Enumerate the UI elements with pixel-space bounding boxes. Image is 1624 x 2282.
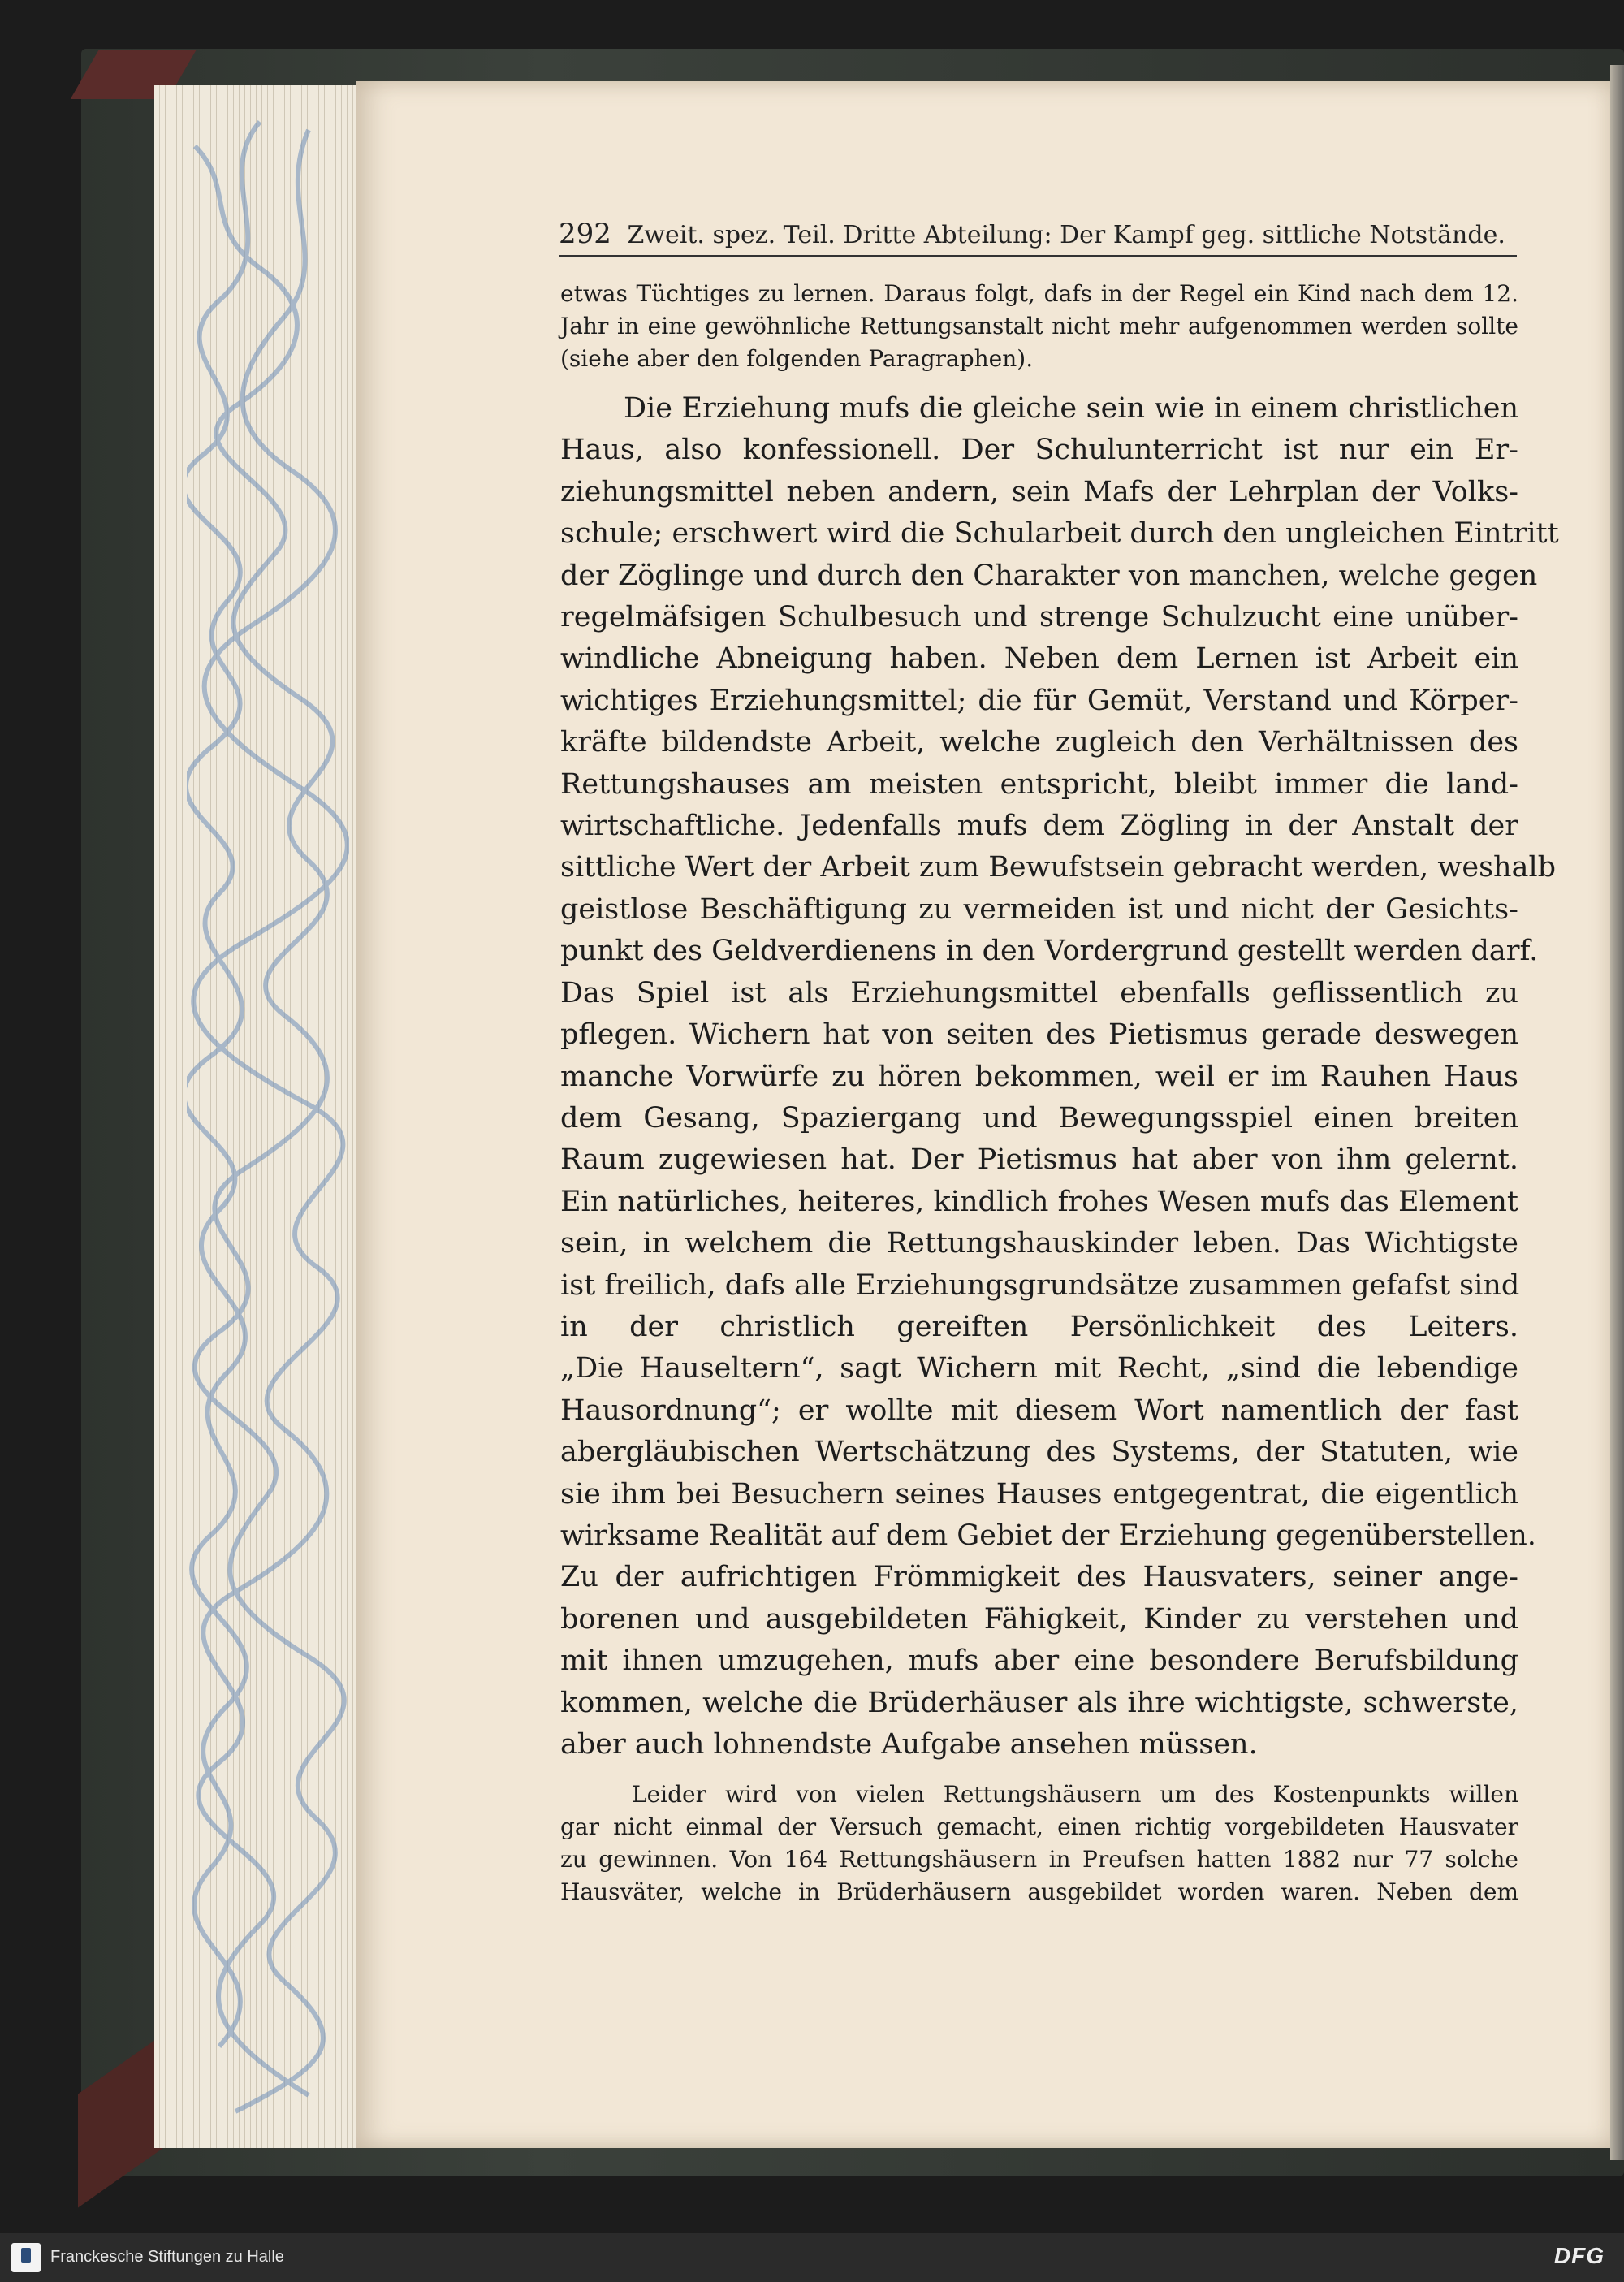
body-line: Hausordnung“; er wollte mit diesem Wort namentlich der fast [560, 1394, 1518, 1427]
running-header [559, 218, 1517, 257]
footnote-line: zu gewinnen. Von 164 Rettungshäusern in Preufsen hatten 1882 nur 77 solche [560, 1846, 1518, 1873]
body-line: wichtiges Erziehungsmittel; die für Gemüt, Verstand und Körper- [560, 684, 1518, 717]
body-line: wirtschaftliche. Jedenfalls mufs dem Zögling in der Anstalt der [560, 810, 1518, 843]
body-line: borenen und ausgebildeten Fähigkeit, Kinder zu verstehen und [560, 1602, 1518, 1636]
body-line: punkt des Geldverdienens in den Vordergrund gestellt werden darf. [560, 935, 1539, 968]
body-line: kommen, welche die Brüderhäuser als ihre wichtigste, schwerste, [560, 1686, 1518, 1719]
institution-name: Franckesche Stiftungen zu Halle [50, 2248, 284, 2266]
footnote-line: Leider wird von vielen Rettungshäusern um des Kostenpunkts willen [632, 1781, 1518, 1808]
footnote-line: gar nicht einmal der Versuch gemacht, einen richtig vorgebildeten Hausvater [560, 1813, 1518, 1840]
body-line: sie ihm bei Besuchern seines Hauses entgegentrat, die eigentlich [560, 1477, 1518, 1511]
running-title: Zweit. spez. Teil. Dritte Abteilung: Der Kampf geg. sittliche Notstände. [627, 221, 1505, 249]
footnote-top: etwas Tüchtiges zu lernen. Daraus folgt, dafs in der Regel ein Kind nach dem 12. Jahr in eine gewöhnliche Rettungsanstalt nicht mehr aufgenommen werden sollte (siehe aber den folgenden Paragraphen). [560, 280, 1518, 372]
body-text [560, 388, 1559, 1766]
body-line: Die Erziehung mufs die gleiche sein wie in einem christlichen [624, 392, 1518, 425]
body-line: sein, in welchem die Rettungshauskinder leben. Das Wichtigste [560, 1227, 1518, 1260]
body-line: Zu der aufrichtigen Frömmigkeit des Hausvaters, seiner ange- [560, 1561, 1518, 1594]
body-line: wirksame Realität auf dem Gebiet der Erziehung gegenüberstellen. [560, 1519, 1536, 1552]
body-line: mit ihnen umzugehen, mufs aber eine besondere Berufsbildung [560, 1645, 1518, 1678]
footnote-line: Hausväter, welche in Brüderhäusern ausgebildet worden waren. Neben dem [560, 1878, 1518, 1905]
body-line: dem Gesang, Spaziergang und Bewegungsspiel einen breiten [560, 1101, 1518, 1135]
body-line: ist freilich, dafs alle Erziehungsgrundsätze zusammen gefafst sind [560, 1268, 1520, 1302]
marbled-edge-pattern [187, 114, 349, 2128]
body-line: aber auch lohnendste Aufgabe ansehen müssen. [560, 1728, 1258, 1761]
body-line: Raum zugewiesen hat. Der Pietismus hat aber von ihm gelernt. [560, 1143, 1518, 1177]
body-line: abergläubischen Wertschätzung des Systems, der Statuten, wie [560, 1436, 1518, 1469]
body-line: kräfte bildendste Arbeit, welche zugleich den Verhältnissen des [560, 726, 1518, 759]
facing-page-edge [1610, 65, 1624, 2160]
body-line: regelmäfsigen Schulbesuch und strenge Schulzucht eine unüber- [560, 601, 1518, 634]
body-line: Das Spiel ist als Erziehungsmittel ebenfalls geflissentlich zu [560, 976, 1518, 1009]
body-line: ziehungsmittel neben andern, sein Mafs der Lehrplan der Volks- [560, 475, 1518, 508]
dfg-logo: DFG [1553, 2243, 1605, 2268]
body-line: „Die Hauseltern“, sagt Wichern mit Recht, „sind die lebendige [560, 1352, 1518, 1385]
institution-logo-icon [11, 2243, 41, 2272]
body-line: manche Vorwürfe zu hören bekommen, weil er im Rauhen Haus [560, 1060, 1518, 1093]
body-line: Haus, also konfessionell. Der Schulunterricht ist nur ein Er- [560, 434, 1518, 467]
body-line: Ein natürliches, heiteres, kindlich frohes Wesen mufs das Element [560, 1185, 1518, 1218]
body-line: geistlose Beschäftigung zu vermeiden ist und nicht der Gesichts- [560, 892, 1518, 926]
body-line: der Zöglinge und durch den Charakter von manchen, welche gegen [560, 559, 1538, 592]
body-line: in der christlich gereiften Persönlichkeit des Leiters. [560, 1310, 1518, 1343]
body-line: schule; erschwert wird die Schularbeit durch den ungleichen Eintritt [560, 517, 1559, 551]
body-line: pflegen. Wichern hat von seiten des Pietismus gerade deswegen [560, 1018, 1518, 1052]
footnote-bottom [560, 1778, 1518, 1908]
body-line: sittliche Wert der Arbeit zum Bewufstsein gebracht werden, weshalb [560, 851, 1557, 884]
body-line: Rettungshauses am meisten entspricht, bleibt immer die land- [560, 767, 1518, 801]
body-line: windliche Abneigung haben. Neben dem Lernen ist Arbeit ein [560, 642, 1518, 676]
page-number: 292 [559, 218, 611, 250]
